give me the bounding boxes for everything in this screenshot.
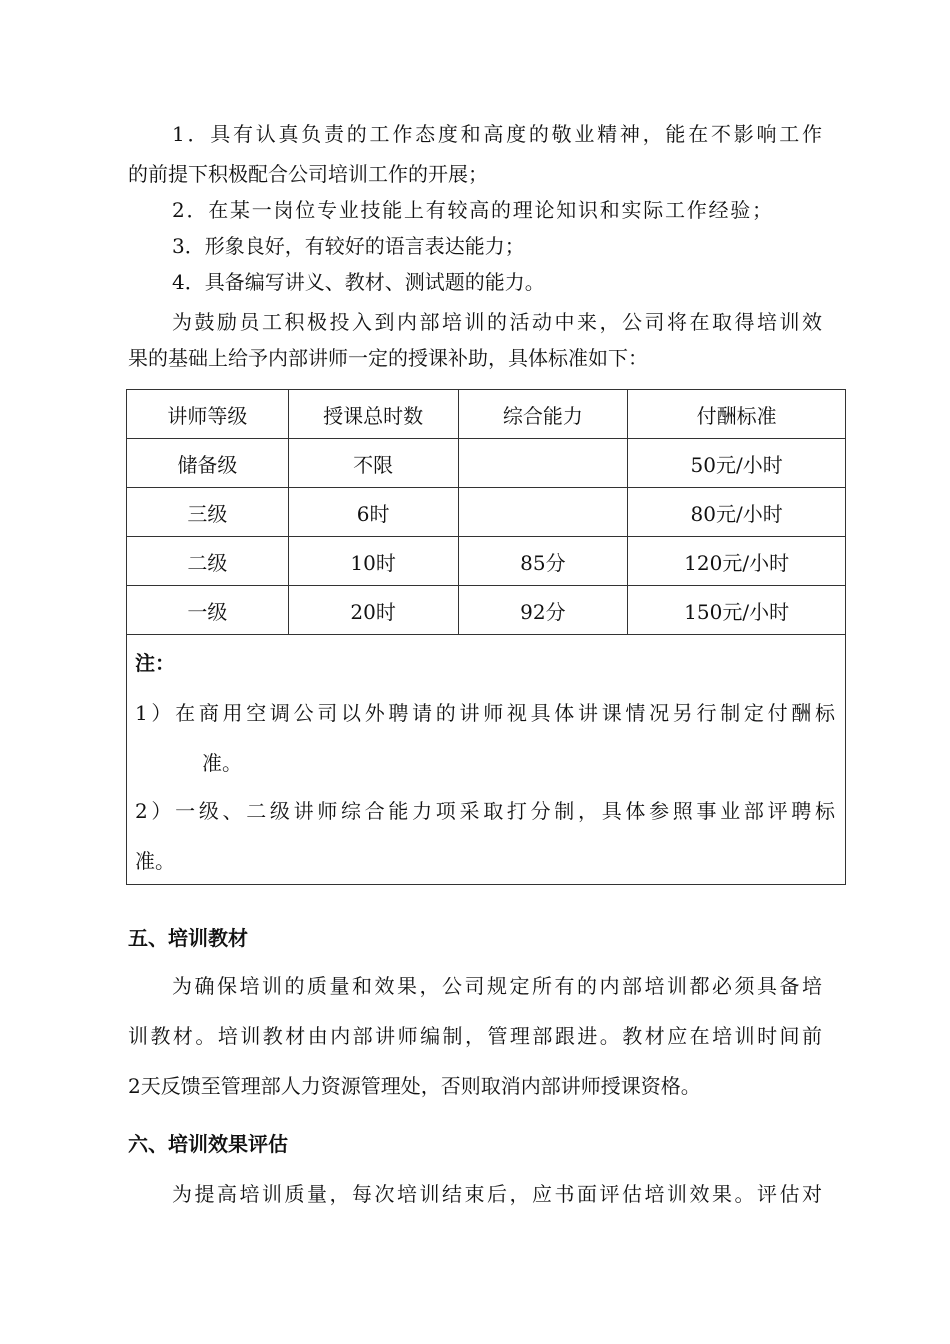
- table-cell: 92分: [458, 586, 628, 635]
- table-row: [127, 537, 846, 586]
- table-cell: [458, 439, 628, 488]
- table-cell: 120元/小时: [628, 537, 846, 586]
- table-cell: 20时: [288, 586, 458, 635]
- table-row: [127, 439, 846, 488]
- paragraph-line: 4．具备编写讲义、教材、测试题的能力。: [172, 270, 545, 294]
- table-cell: 三级: [127, 488, 289, 537]
- note-title: 注：: [135, 651, 175, 675]
- paragraph-line: 训教材。培训教材由内部讲师编制，管理部跟进。教材应在培训时间前: [128, 1024, 822, 1048]
- note-line: 1）在商用空调公司以外聘请的讲师视具体讲课情况另行制定付酬标: [135, 701, 835, 725]
- paragraph-line: 1．具有认真负责的工作态度和高度的敬业精神，能在不影响工作: [172, 122, 822, 146]
- table-cell: 一级: [127, 586, 289, 635]
- section-heading: 五、培训教材: [128, 926, 248, 950]
- table-row: [127, 488, 846, 537]
- table-note-row: [127, 635, 846, 885]
- table-cell: 10时: [288, 537, 458, 586]
- table-cell: 85分: [458, 537, 628, 586]
- table-cell: 不限: [288, 439, 458, 488]
- column-header-ability: 综合能力: [458, 390, 628, 439]
- table-cell: 80元/小时: [628, 488, 846, 537]
- paragraph-line: 3．形象良好，有较好的语言表达能力；: [172, 234, 525, 258]
- table-header-row: [127, 390, 846, 439]
- paragraph-line: 为鼓励员工积极投入到内部培训的活动中来，公司将在取得培训效: [172, 310, 822, 334]
- paragraph-line: 为提高培训质量，每次培训结束后，应书面评估培训效果。评估对: [172, 1182, 822, 1206]
- table-cell: [458, 488, 628, 537]
- column-header-hours: 授课总时数: [288, 390, 458, 439]
- paragraph-line: 2．在某一岗位专业技能上有较高的理论知识和实际工作经验；: [172, 198, 772, 222]
- section-heading: 六、培训效果评估: [128, 1132, 288, 1156]
- paragraph-line: 为确保培训的质量和效果，公司规定所有的内部培训都必须具备培: [172, 974, 822, 998]
- table-cell: 二级: [127, 537, 289, 586]
- column-header-level: 讲师等级: [127, 390, 289, 439]
- table-cell: 6时: [288, 488, 458, 537]
- table-row: [127, 586, 846, 635]
- paragraph-line: 果的基础上给予内部讲师一定的授课补助，具体标准如下：: [128, 346, 648, 370]
- table-cell: 150元/小时: [628, 586, 846, 635]
- note-line: 准。: [135, 849, 175, 873]
- compensation-table: [126, 389, 846, 885]
- table-cell: 储备级: [127, 439, 289, 488]
- paragraph-line: 的前提下积极配合公司培训工作的开展；: [128, 162, 488, 186]
- table-cell: 50元/小时: [628, 439, 846, 488]
- note-cell: [127, 635, 846, 885]
- column-header-pay: 付酬标准: [628, 390, 846, 439]
- note-line: 准。: [202, 751, 242, 775]
- note-line: 2）一级、二级讲师综合能力项采取打分制，具体参照事业部评聘标: [135, 799, 835, 823]
- paragraph-line: 2天反馈至管理部人力资源管理处，否则取消内部讲师授课资格。: [128, 1074, 701, 1098]
